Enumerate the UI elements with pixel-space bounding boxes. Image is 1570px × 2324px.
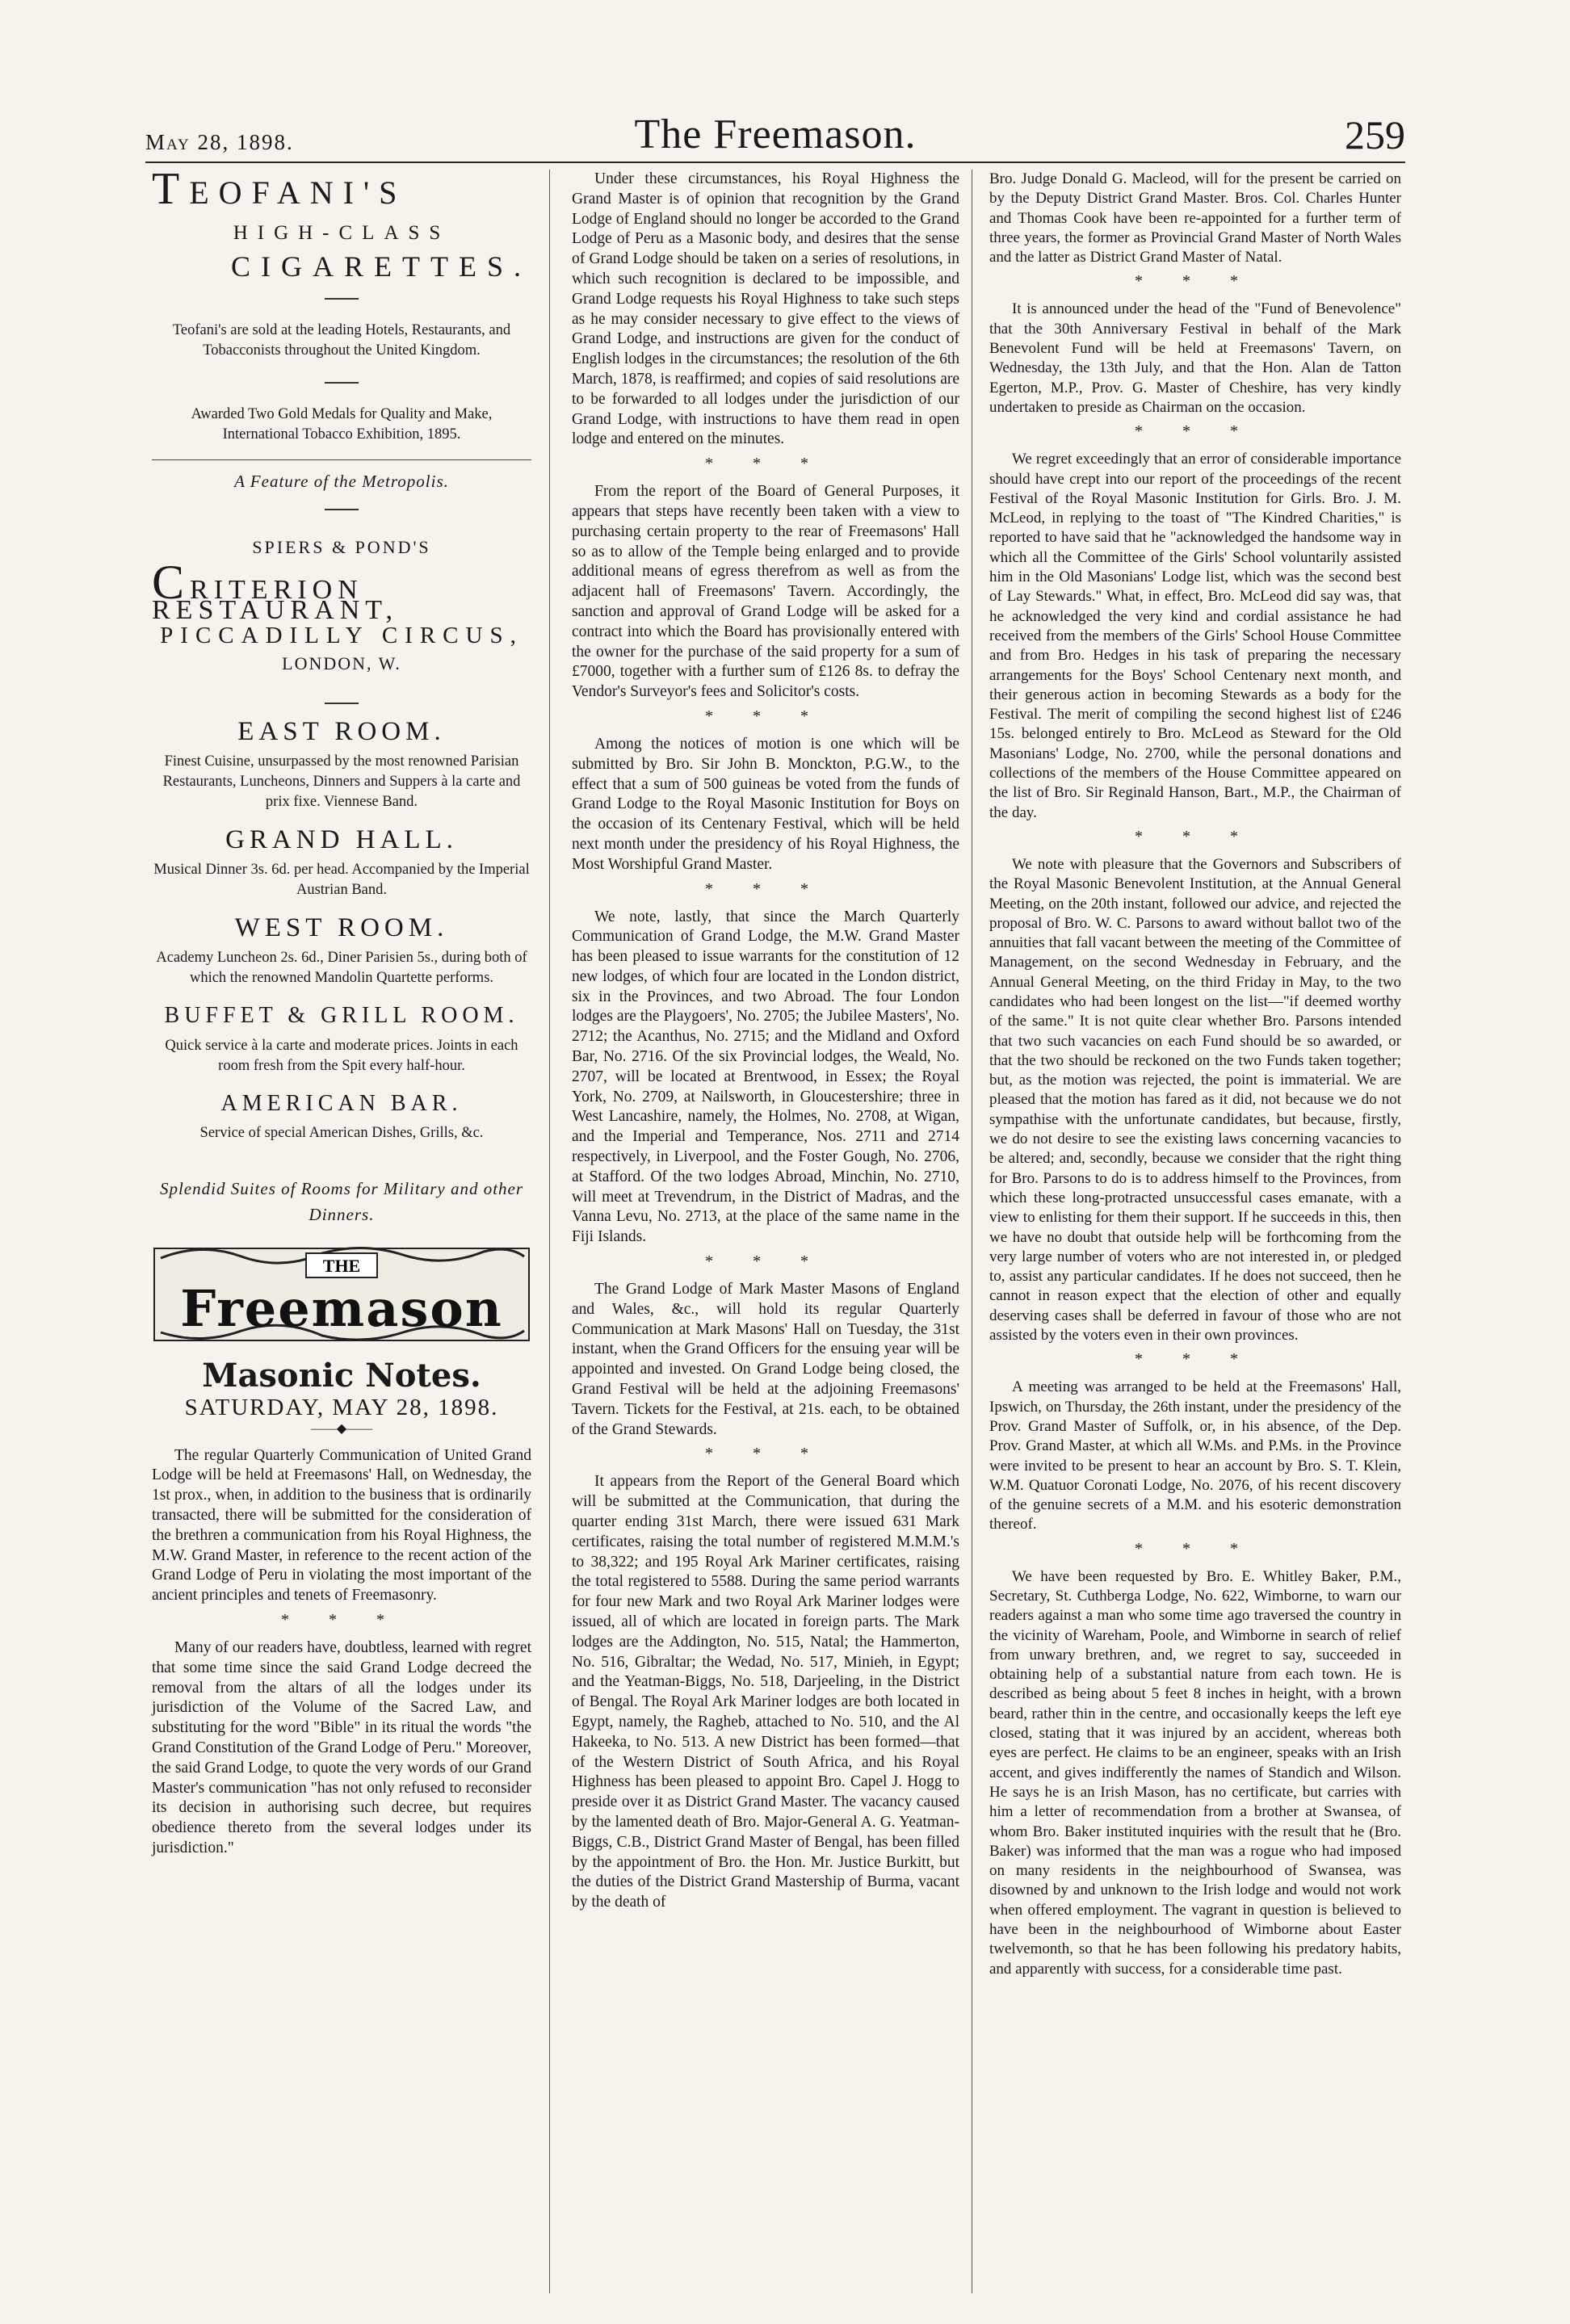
column-1	[152, 164, 531, 1859]
american-bar-heading: AMERICAN BAR.	[220, 1090, 463, 1116]
section-stars: * * *	[1135, 827, 1256, 845]
teofani-title: TEOFANI'S	[152, 164, 407, 214]
west-room-heading: WEST ROOM.	[234, 912, 449, 942]
column-2	[572, 170, 959, 1913]
issue-date: May 28, 1898.	[145, 130, 294, 154]
section-stars: * * *	[705, 1252, 826, 1271]
divider	[325, 298, 359, 300]
notes-date: SATURDAY, MAY 28, 1898.	[184, 1394, 499, 1420]
publication-title: The Freemason.	[634, 111, 917, 157]
divider	[325, 703, 359, 704]
article-paragraph: We note, lastly, that since the March Quarterly Communication of Grand Lodge, the M.W. Grand Master has been pleased to issue warrants for the constitution of 12 new lodges, of which four are located in the London district, six in the Provinces, and two Abroad. The four London lodges are the Playgoers', No. 2705; the Jubilee Masters', No. 2712; the Acanthus, No. 2715; and the Midland and Oxford Bar, No. 2716. Of the six Provincial lodges, the Weald, No. 2707, will be located at Brentwood, in Essex; the Royal York, No. 2709, at Nailsworth, in Gloucestershire; three in West Lancashire, namely, the Holmes, No. 2708, at Wigan, and the Imperial and Temperance, Nos. 2711 and 2714 respectively, in Liverpool, and the Foster Gough, No. 2706, at Stafford. Of the two lodges Abroad, Minchin, No. 2710, will meet at Trevendrum, in the District of Madras, and the Vanna Levu, No. 2713, at the place of the same name in the Fiji Islands.	[572, 908, 959, 1246]
feature-line: A Feature of the Metropolis.	[234, 471, 449, 491]
page-number: 259	[1345, 112, 1405, 157]
teofani-text-2: Awarded Two Gold Medals for Quality and Make, International Tobacco Exhibition, 1895.	[191, 405, 493, 443]
section-stars: * * *	[705, 879, 826, 898]
svg-text:THE: THE	[322, 1256, 361, 1277]
article-paragraph: The regular Quarterly Communication of United Grand Lodge will be held at Freemasons' Hall, on Wednesday, the 1st prox., when, in addition to the business that is ordinarily transacted, there will be submitted for the consideration of the brethren a communication from his Royal Highness, the M.W. Grand Master, in reference to the recent action of the Grand Lodge of Peru in violating the most important of the ancient principles and tenets of Freemasonry.	[152, 1446, 531, 1605]
spiers-pond: SPIERS & POND'S	[252, 537, 431, 558]
east-room-text: Finest Cuisine, unsurpassed by the most renowned Parisian Restaurants, Luncheons, Dinners and Suppers à la carte and prix fixe. Viennese Band.	[162, 753, 521, 811]
divider	[325, 509, 359, 510]
section-stars: * * *	[1135, 272, 1256, 291]
article-paragraph: Many of our readers have, doubtless, learned with regret that some time since the said Grand Lodge decreed the removal from the altars of all the lodges under its jurisdiction of the Volume of the Sacred Law, and substituting for the word "Bible" in its ritual the words "the Grand Constitution of the Grand Lodge of Peru." Moreover, the said Grand Lodge, to quote the very words of our Grand Master's communication "has not only refused to reconsider its decision in authorising such decree, but requires obedience thereto from the several lodges under its jurisdiction."	[152, 1638, 531, 1856]
page-header	[145, 105, 1405, 160]
header-rule	[145, 162, 1405, 163]
teofani-high-class: HIGH-CLASS	[233, 222, 451, 244]
freemason-masthead-logo	[153, 1242, 531, 1347]
article-paragraph: It is announced under the head of the "Fund of Benevolence" that the 30th Anniversary Festival in behalf of the Mark Benevolent Fund will be held at Freemasons' Tavern, on Wednesday, the 13th July, and that the Hon. Alan de Tatton Egerton, M.P., Prov. G. Master of Cheshire, has very kindly undertaken to preside as Chairman on the occasion.	[989, 300, 1401, 416]
american-bar-text: Service of special American Dishes, Grills, &c.	[199, 1125, 484, 1142]
article-paragraph: We have been requested by Bro. E. Whitley Baker, P.M., Secretary, St. Cuthberga Lodge, No. 622, Wimborne, to warn our readers against a man who some time ago traversed the country in the vicinity of Wareham, Poole, and Wimborne in search of relief from unwary brethren, and, we regret to say, succeeded in obtaining help of a substantial nature from each town. He is described as being about 5 feet 8 inches in height, with a brown beard, rather thin in the centre, and occasionally keeps the left eye closed, stating that it was injured by an accident, whereas both eyes are perfect. He claims to be an engineer, speaks with an Irish accent, and gives indifferently the names of Standich and Wilson. He says he is an Irish Mason, has no certificate, but carries with him a letter of recommendation from a brother at Swansea, of whom Bro. Baker instituted inquiries with the result that he (Bro. Baker) was informed that the man was a rogue who had imposed on many residents in the neighbourhood of Swansea, was disowned by and unknown to the Irish lodge and would not work when offered employment. The vagrant in question is believed to have been in the neighbourhood of Wimborne about Easter twelvemonth, so that he has been following his predatory habits, and apparently with success, for a considerable time past.	[989, 1567, 1401, 1978]
article-paragraph: Among the notices of motion is one which will be submitted by Bro. Sir John B. Monckton, P.G.W., to the effect that a sum of 500 guineas be voted from the funds of Grand Lodge to the Royal Masonic Institution for Boys on the occasion of its Centenary Festival, which will be held next month under the presidency of his Royal Highness, the Most Worshipful Grand Master.	[572, 735, 959, 873]
section-stars: * * *	[1135, 1350, 1256, 1369]
article-paragraph: We regret exceedingly that an error of considerable importance should have crept into our report of the proceedings of the recent Festival of the Royal Masonic Institution for Girls. Bro. J. M. McLeod, in replying to the toast of "The Kindred Charities," is reported to have said that he "acknowledged the handsome way in which all the Committee of the Girls' School voluntarily assisted him in the Old Masonians' Lodge list, which was the second best of Lay Stewards." What, in effect, Bro. McLeod did say was, that he acknowledged the very kind and cordial assistance he had received from the members of the Girls' School House Committee and from Bro. Hedges in his task of preparing the necessary arrangements for the Boys' School Centenary next month, and their generous action in becoming Stewards as a body for the Festival. The merit of compiling the second highest list of £246 15s. belonged entirely to Bro. McLeod as Steward for the Old Masonians' Lodge, No. 2700, while the personal donations and collections of the members of the House Committee appeared on the list of Bro. Sir Reginald Hanson, Bart., M.P., the Chairman of the day.	[989, 451, 1401, 821]
section-stars: * * *	[705, 455, 826, 473]
article-paragraph: Under these circumstances, his Royal Highness the Grand Master is of opinion that recognition by the Grand Lodge of England should no longer be accorded to the Grand Lodge of Peru as a Masonic body, and desires that the sense of Grand Lodge should be taken on a series of resolutions, in which such recognition is declared to be impossible, and Grand Lodge requests his Royal Highness to take such steps as he may consider necessary to give effect to the views of Grand Lodge, and instructions are given for the conduct of English lodges in the circumstances; the resolution of the 6th March, 1878, is reaffirmed; and copies of said resolutions are to be forwarded to all lodges under the jurisdiction of our Grand Lodge, with instructions to have them read in open lodge and entered on the minutes.	[572, 170, 959, 448]
ad-separator	[152, 459, 531, 460]
criterion-restaurant: CRITERION RESTAURANT,	[152, 556, 399, 625]
section-stars: * * *	[1135, 422, 1256, 441]
west-room-text: Academy Luncheon 2s. 6d., Diner Parisien 5s., during both of which the renowned Mandolin Quartette performs.	[156, 949, 527, 986]
teofani-cigarettes: CIGARETTES.	[231, 250, 531, 283]
suites-line: Splendid Suites of Rooms for Military and other Dinners.	[159, 1179, 524, 1225]
grand-hall-heading: GRAND HALL.	[225, 825, 458, 855]
diamond-divider: ——◆——	[310, 1421, 373, 1436]
section-stars: * * *	[705, 1445, 826, 1463]
section-stars: * * *	[281, 1610, 402, 1629]
col1-body	[152, 1446, 531, 1859]
grand-hall-text: Musical Dinner 3s. 6d. per head. Accompanied by the Imperial Austrian Band.	[153, 861, 530, 898]
piccadilly-circus: PICCADILLY CIRCUS,	[160, 622, 523, 648]
column-divider-1	[549, 170, 550, 2293]
buffet-heading: BUFFET & GRILL ROOM.	[164, 1002, 519, 1028]
article-paragraph: We note with pleasure that the Governors and Subscribers of the Royal Masonic Benevolent Institution, at the Annual General Meeting, on the 20th instant, followed our advice, and rejected the proposal of Bro. W. C. Parsons to award without ballot two of the annuities that fall vacant between the meeting of the Committee of Management, on the second Wednesday in February, and the Annual General Meeting, on the third Friday in May, to the two candidates who had been longest on the list—"if deemed worthy of the same." It is not quite clear whether Bro. Parsons intended that two such vacancies on each Fund should be so awarded, or that the two should be reckoned on the two Funds taken together; but, as the motion was rejected, the point is immaterial. We are pleased that the motion has fared as it did, not because we do not sympathise with the unfortunate candidates, but because, firstly, we do not desire to see the existing laws concerning vacancies to be altered; and, secondly, because we consider that the right thing for Bro. Parsons to do is to address himself to the Provinces, from which these long-protracted unsuccessful cases emanate, with a view to enlisting for them their support. If he succeeds in this, then we have no doubt that outside help will be forthcoming from the very large number of voters who are not interested in, or pledged to, assist any particular candidates. If he does not succeed, then he cannot in reason expect that the election of other and equally deserving cases shall be deferred in favour of those who are not assisted by the voters even in their own provinces.	[989, 855, 1401, 1344]
article-paragraph: From the report of the Board of General Purposes, it appears that steps have recently been taken with a view to purchasing certain property to the rear of Freemasons' Hall so as to allow of the Temple being enlarged and to provide additional means of egress therefrom as well as from the adjacent hall of Freemasons' Tavern. Accordingly, the sanction and approval of Grand Lodge will be asked for a contract into which the Board has provisionally entered with the owner for the purchase of the said property for a sum of £7000, together with a further sum of £126 8s. to defray the Vendor's Surveyor's fees and Solicitor's costs.	[572, 483, 959, 701]
divider	[325, 382, 359, 384]
article-paragraph: A meeting was arranged to be held at the Freemasons' Hall, Ipswich, on Thursday, the 26th instant, under the presidency of the Prov. Grand Master of Suffolk, or, in his absence, of the Dep. Prov. Grand Master, at which all W.Ms. and P.Ms. in the Province were invited to be present to hear an account by Bro. S. T. Klein, W.M. Quatuor Coronati Lodge, No. 2076, of his recent discovery of the genuine secrets of a M.M. and his esoteric demonstration thereof.	[989, 1378, 1401, 1533]
article-paragraph: The Grand Lodge of Mark Master Masons of England and Wales, &c., will hold its regular Quarterly Communication at Mark Masons' Hall on Tuesday, the 31st instant, when the Grand Officers for the ensuing year will be appointed and invested. On Grand Lodge being closed, the Grand Festival will be held at the adjoining Freemasons' Tavern. Tickets for the Festival, at 21s. each, to be obtained of the Grand Stewards.	[572, 1281, 959, 1438]
article-paragraph: It appears from the Report of the General Board which will be submitted at the Communication, that during the quarter ending 31st March, there were issued 631 Mark certificates, raising the total number of registered M.M.M.'s to 38,322; and 195 Royal Ark Mariner certificates, raising the total registered to 5588. During the same period warrants for four new Mark and two Royal Ark Mariner lodges were issued, all of which are located in foreign parts. The Mark lodges are the Addington, No. 515, Natal; the Hammerton, No. 516, Gibraltar; the Wedad, No. 517, Minieh, in Egypt; and the Yeatman-Biggs, No. 518, Darjeeling, in the District of Bengal. The Royal Ark Mariner lodges are both located in Egypt, namely, the Ragheb, attached to No. 510, and the Al Hakeeka, to No. 513. A new District has been formed—that of the Western District of South Africa, and his Royal Highness has been pleased to appoint Bro. Capel J. Hogg to preside over it as District Grand Master. The vacancy caused by the lamented death of Bro. Major-General A. G. Yeatman-Biggs, C.B., District Grand Master of Bengal, has been filled by the appointment of Bro. the Hon. Mr. Justice Burkitt, but the duties of the District Grand Mastership of Burma, vacant by the death of	[572, 1473, 959, 1911]
east-room-heading: EAST ROOM.	[237, 717, 446, 747]
teofani-text-1: Teofani's are sold at the leading Hotels, Restaurants, and Tobacconists throughout the United Kingdom.	[172, 321, 511, 359]
column-3	[989, 170, 1401, 1979]
buffet-text: Quick service à la carte and moderate prices. Joints in each room fresh from the Spit every half-hour.	[165, 1037, 518, 1074]
section-stars: * * *	[1135, 1539, 1256, 1558]
svg-text:Freemason: Freemason	[180, 1279, 503, 1339]
section-stars: * * *	[705, 707, 826, 725]
london-w: LONDON, W.	[282, 652, 401, 673]
article-paragraph: Bro. Judge Donald G. Macleod, will for the present be carried on by the Deputy District Grand Master. Bros. Col. Charles Hunter and Thomas Cook have been re-appointed for a further term of three years, the former as Provincial Grand Master of North Wales and the latter as District Grand Master of Natal.	[989, 170, 1401, 266]
masonic-notes-heading: Masonic Notes.	[202, 1357, 481, 1395]
